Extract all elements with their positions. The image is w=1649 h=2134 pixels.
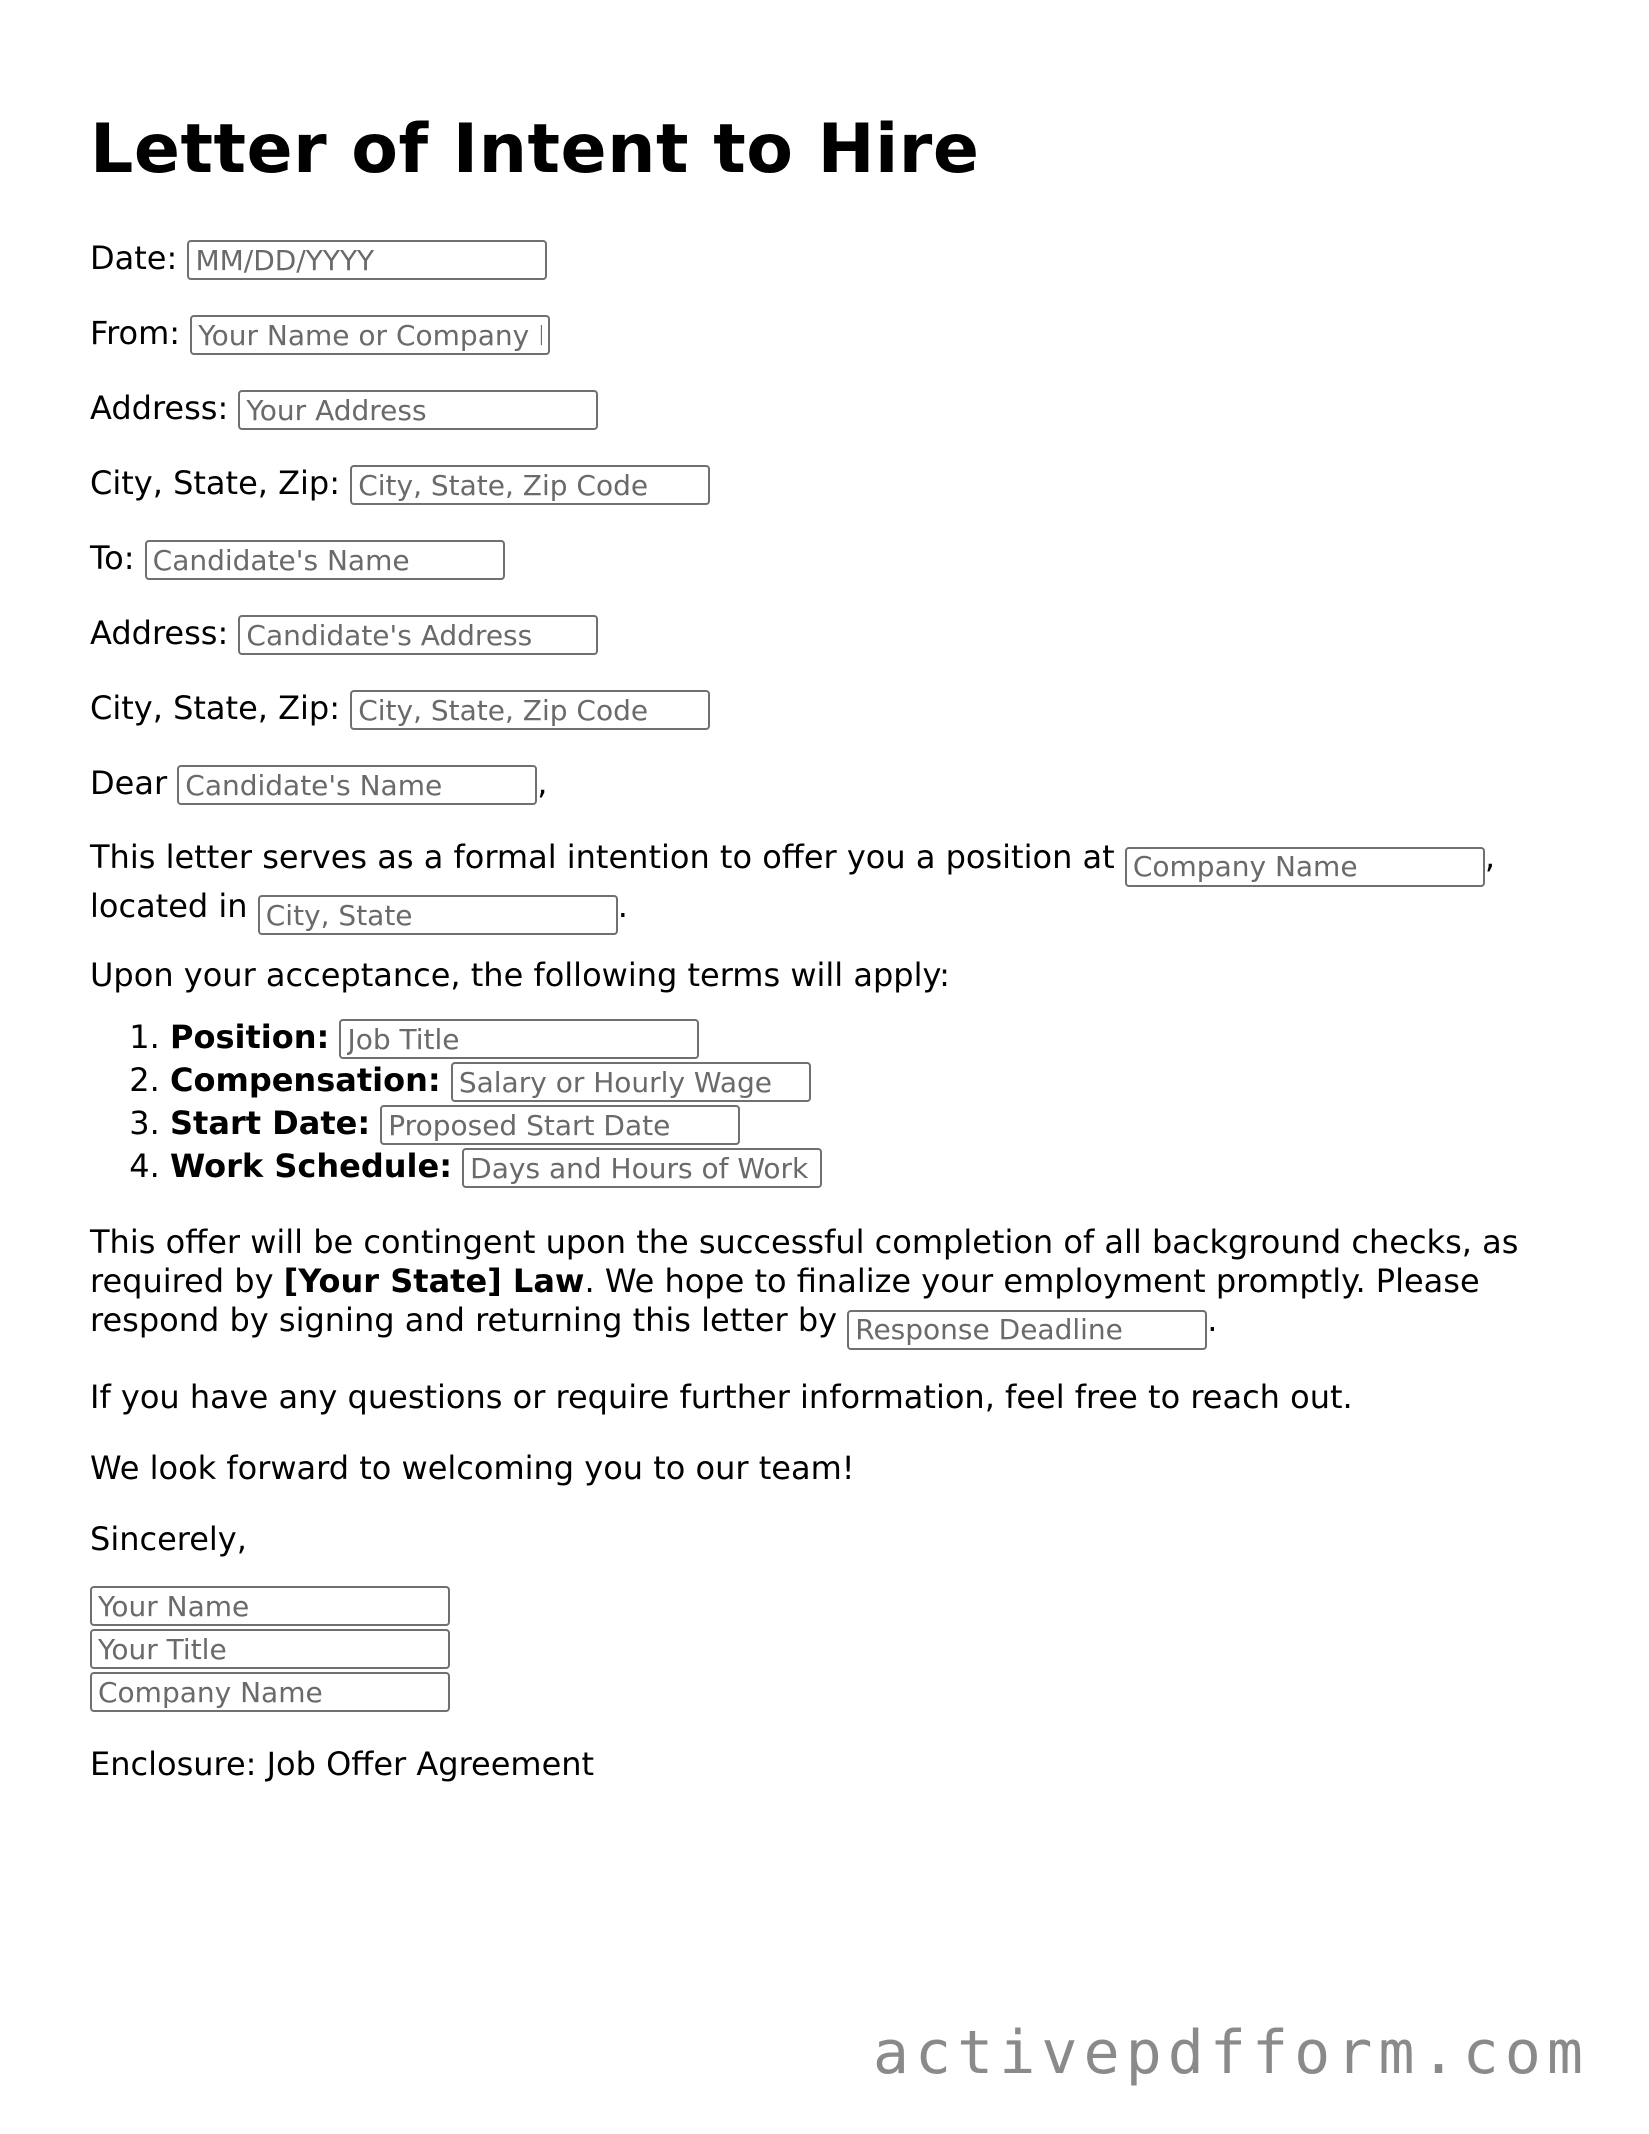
intro-comma: , xyxy=(1484,838,1496,876)
intro-text: This letter serves as a formal intention to offer you a position at xyxy=(90,838,1115,876)
contingency-paragraph xyxy=(90,1223,1570,1350)
terms-list xyxy=(90,1016,822,1188)
sender-address-label: Address: xyxy=(90,389,229,427)
salutation-row xyxy=(90,763,547,805)
signature-name-input[interactable] xyxy=(90,1586,450,1626)
response-deadline-input[interactable] xyxy=(847,1310,1207,1350)
salutation-name-input[interactable] xyxy=(177,765,537,805)
salutation-suffix: , xyxy=(537,764,548,802)
signature-title-input[interactable] xyxy=(90,1629,450,1669)
position-input[interactable] xyxy=(339,1019,699,1059)
term-item xyxy=(170,1016,822,1059)
sender-city-row xyxy=(90,463,710,505)
date-label: Date: xyxy=(90,239,178,277)
date-input[interactable] xyxy=(187,240,547,280)
term-label: Start Date: xyxy=(170,1104,371,1142)
welcome-text: We look forward to welcoming you to our team! xyxy=(90,1449,855,1487)
to-label: To: xyxy=(90,539,135,577)
candidate-address-row xyxy=(90,613,598,655)
state-law: [Your State] Law xyxy=(283,1262,585,1300)
signature-block xyxy=(90,1586,450,1715)
work-schedule-input[interactable] xyxy=(462,1148,822,1188)
contingency-text-2: . We hope to finalize your employment promptly. Please respond by signing and returning this letter by xyxy=(90,1262,1480,1339)
contingency-period: . xyxy=(1207,1301,1218,1339)
candidate-city-row xyxy=(90,688,710,730)
from-label: From: xyxy=(90,314,181,352)
term-label: Position: xyxy=(170,1018,330,1056)
candidate-city-input[interactable] xyxy=(350,690,710,730)
from-row xyxy=(90,313,550,355)
start-date-input[interactable] xyxy=(380,1105,740,1145)
from-input[interactable] xyxy=(190,315,550,355)
company-name-input[interactable] xyxy=(1125,847,1485,887)
page-title: Letter of Intent to Hire xyxy=(90,110,980,189)
location-input[interactable] xyxy=(258,895,618,935)
candidate-address-input[interactable] xyxy=(238,615,598,655)
candidate-address-label: Address: xyxy=(90,614,229,652)
to-input[interactable] xyxy=(145,540,505,580)
sender-address-input[interactable] xyxy=(238,390,598,430)
term-item xyxy=(170,1145,822,1188)
contingency-text-1: This offer will be contingent upon the successful completion of all background checks, as required by xyxy=(90,1223,1519,1300)
date-row xyxy=(90,238,547,280)
questions-text: If you have any questions or require further information, feel free to reach out. xyxy=(90,1378,1353,1416)
enclosure-text: Enclosure: Job Offer Agreement xyxy=(90,1745,595,1783)
sender-address-row xyxy=(90,388,598,430)
compensation-input[interactable] xyxy=(451,1062,811,1102)
intro-period: . xyxy=(617,886,628,925)
located-in-text: located in xyxy=(90,886,248,925)
term-item xyxy=(170,1102,822,1145)
term-label: Compensation: xyxy=(170,1061,441,1099)
sender-city-input[interactable] xyxy=(350,465,710,505)
closing-text: Sincerely, xyxy=(90,1520,247,1558)
intro-paragraph xyxy=(90,838,1570,935)
sender-city-label: City, State, Zip: xyxy=(90,464,341,502)
terms-intro: Upon your acceptance, the following terms will apply: xyxy=(90,956,950,994)
to-row xyxy=(90,538,505,580)
salutation-prefix: Dear xyxy=(90,764,168,802)
term-item xyxy=(170,1059,822,1102)
term-label: Work Schedule: xyxy=(170,1147,452,1185)
candidate-city-label: City, State, Zip: xyxy=(90,689,341,727)
watermark-text: activepdfform.com xyxy=(872,2018,1589,2088)
signature-company-input[interactable] xyxy=(90,1672,450,1712)
